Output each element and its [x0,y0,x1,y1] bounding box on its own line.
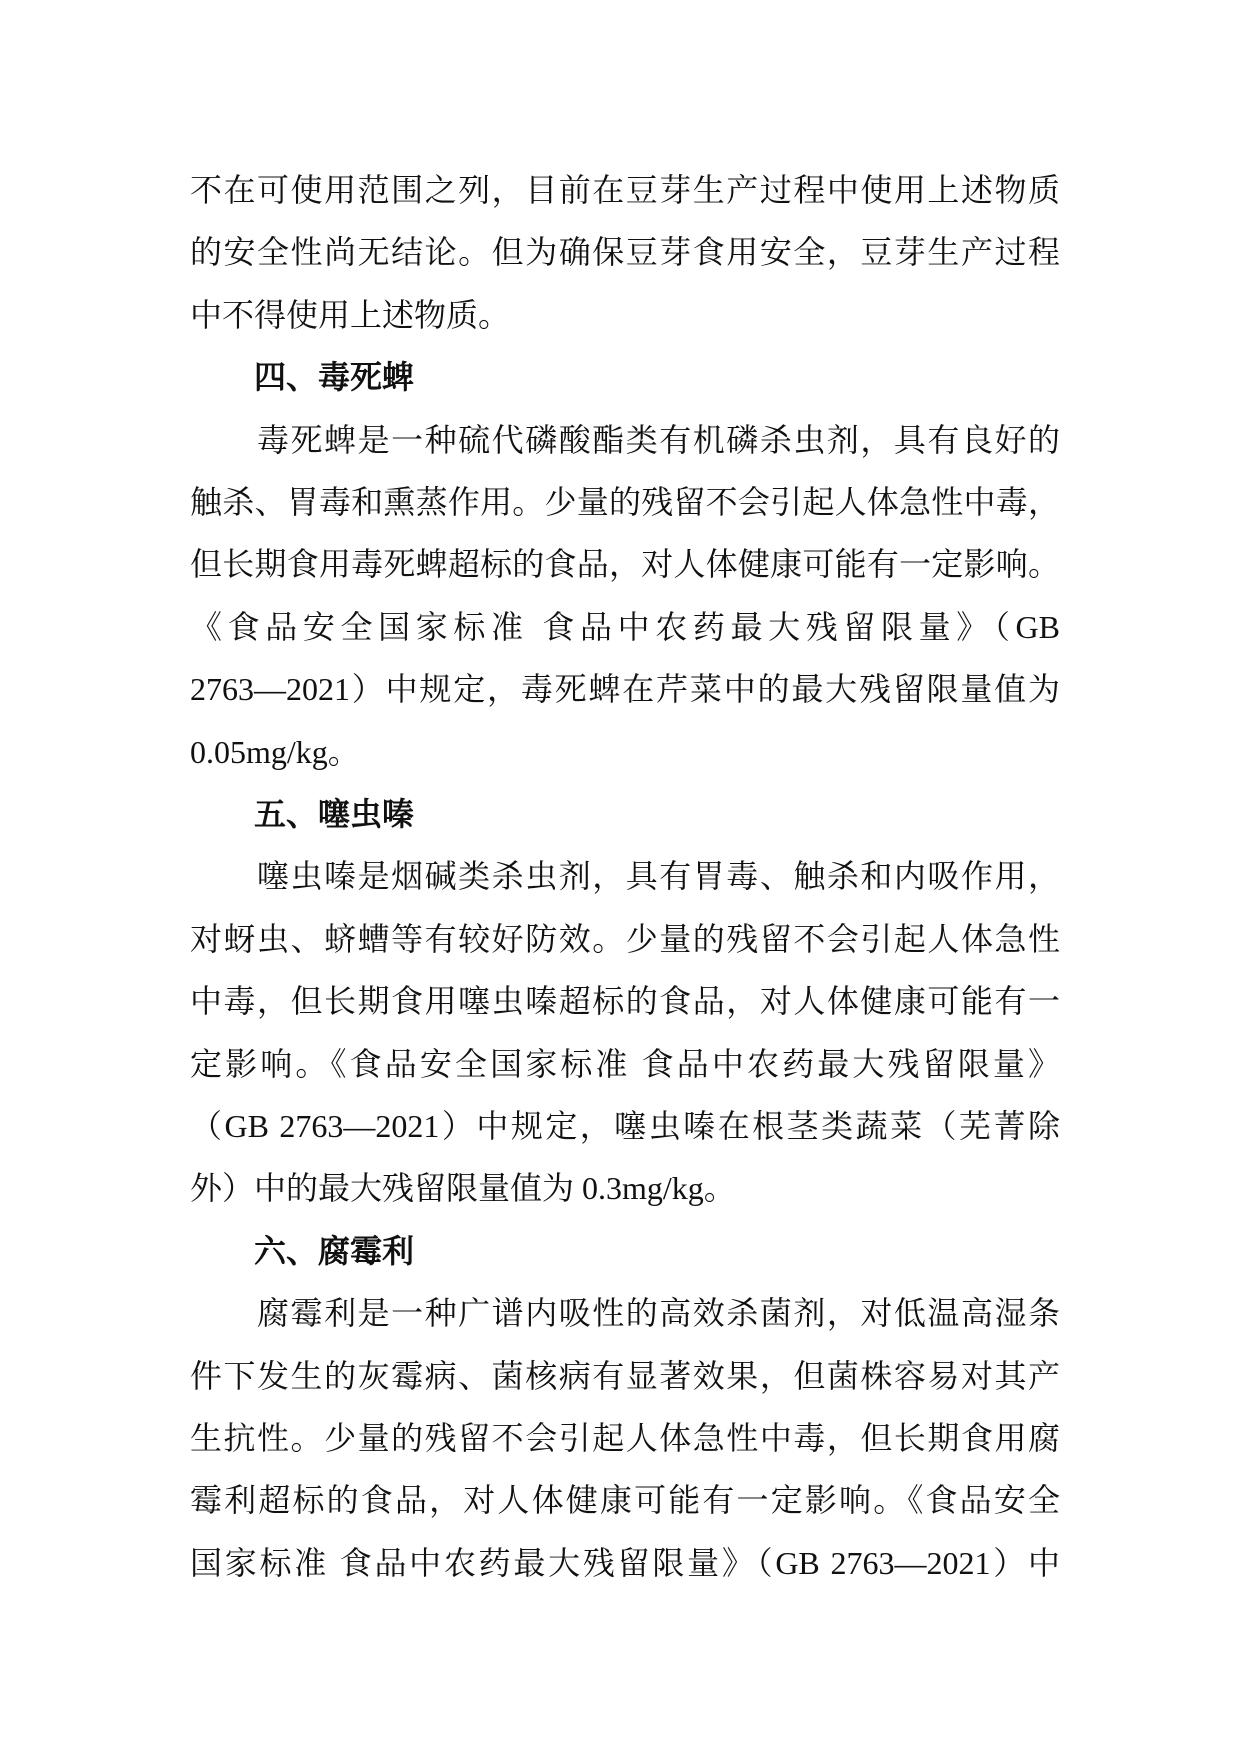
paragraph-line: 中不得使用上述物质。 [190,296,511,333]
paragraph-line: 定影响。《食品安全国家标准 食品中农药最大残留限量》 [190,1045,1060,1082]
paragraph-line: 中毒，但长期食用噻虫嗪超标的食品，对人体健康可能有一 [190,983,1060,1020]
paragraph-line: 2763—2021）中规定，毒死蜱在芹菜中的最大残留限量值为 [190,671,1060,708]
paragraph-line: 毒死蜱是一种硫代磷酸酯类有机磷杀虫剂，具有良好的 [190,421,1060,458]
paragraph-line: （GB 2763—2021）中规定，噻虫嗪在根茎类蔬菜（芜菁除 [190,1108,1060,1144]
paragraph-line: 外）中的最大残留限量值为 0.3mg/kg。 [190,1170,736,1207]
paragraph-line: 噻虫嗪是烟碱类杀虫剂，具有胃毒、触杀和内吸作用， [190,858,1060,895]
paragraph-line: 生抗性。少量的残留不会引起人体急性中毒，但长期食用腐 [190,1420,1060,1456]
paragraph-line: 不在可使用范围之列，目前在豆芽生产过程中使用上述物质 [190,172,1060,208]
paragraph-line: 《食品安全国家标准 食品中农药最大残留限量》（GB [190,608,1060,645]
paragraph-line: 霉利超标的食品，对人体健康可能有一定影响。《食品安全 [190,1482,1060,1519]
paragraph-line: 的安全性尚无结论。但为确保豆芽食用安全，豆芽生产过程 [190,234,1060,271]
paragraph-line: 国家标准 食品中农药最大残留限量》（GB 2763—2021）中 [190,1544,1060,1581]
paragraph-line: 但长期食用毒死蜱超标的食品，对人体健康可能有一定影响。 [190,546,1060,583]
section-heading: 四、毒死蜱 [190,358,415,397]
paragraph-line: 触杀、胃毒和熏蒸作用。少量的残留不会引起人体急性中毒， [190,484,1060,520]
paragraph-line: 腐霉利是一种广谱内吸性的高效杀菌剂，对低温高湿条 [190,1295,1060,1332]
paragraph-line: 0.05mg/kg。 [190,733,360,770]
paragraph-line: 对蚜虫、蛴螬等有较好防效。少量的残留不会引起人体急性 [190,920,1060,957]
paragraph-line: 件下发生的灰霉病、菌核病有显著效果，但菌株容易对其产 [190,1357,1060,1394]
section-heading: 五、噻虫嗪 [190,795,415,833]
section-heading: 六、腐霉利 [190,1231,415,1270]
